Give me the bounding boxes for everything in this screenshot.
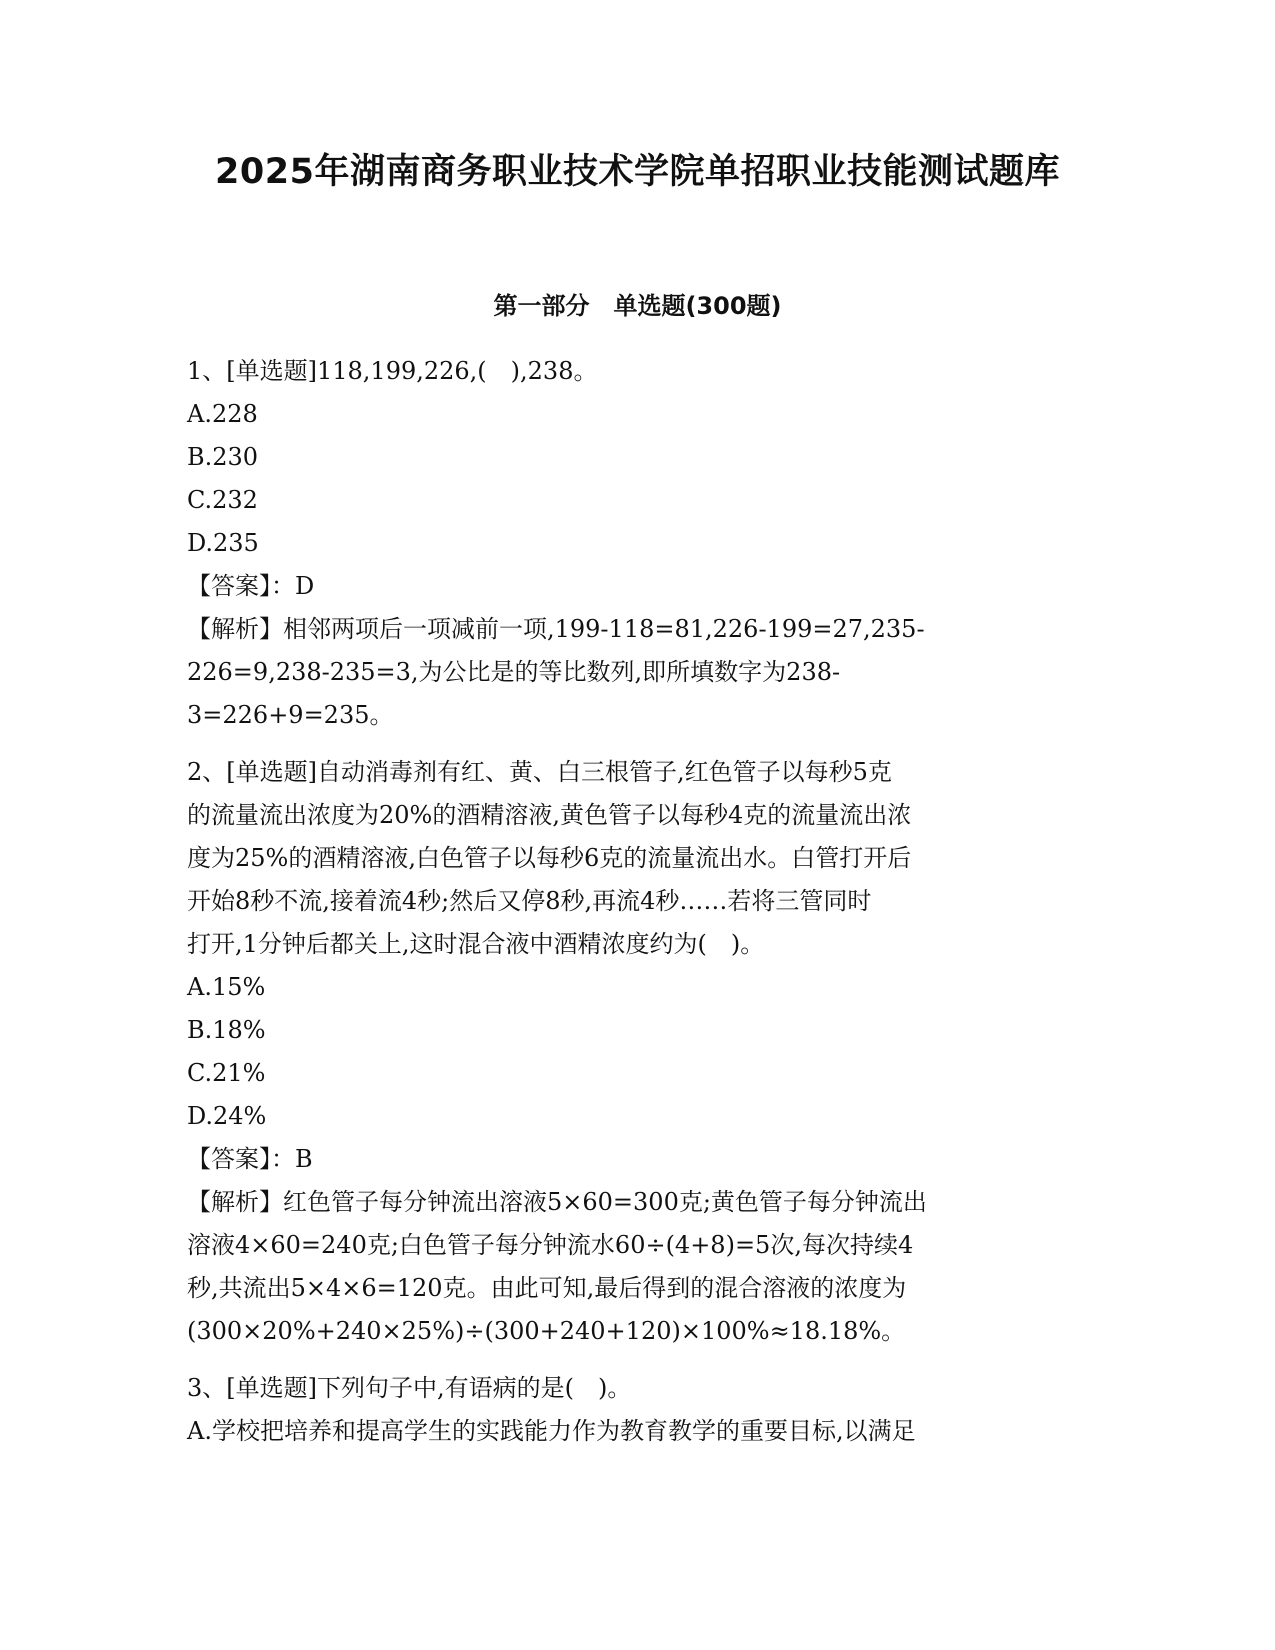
answer-line: 【答案】：B (187, 1145, 313, 1173)
question-3 (187, 1367, 1087, 1453)
analysis-line: 【解析】相邻两项后一项减前一项,199-118=81,226-199=27,235- (187, 615, 925, 643)
analysis-line: 溶液4×60=240克;白色管子每分钟流水60÷(4+8)=5次,每次持续4 (187, 1231, 914, 1259)
question-stem: 打开,1分钟后都关上,这时混合液中酒精浓度约为( )。 (187, 930, 765, 958)
question-stem: 2、[单选题]自动消毒剂有红、黄、白三根管子,红色管子以每秒5克 (187, 758, 892, 786)
question-option: B.18% (187, 1016, 266, 1044)
question-option: C.21% (187, 1059, 266, 1087)
question-stem: 1、[单选题]118,199,226,( ),238。 (187, 357, 598, 385)
analysis-line: (300×20%+240×25%)÷(300+240+120)×100%≈18.18%。 (187, 1317, 906, 1345)
answer-line: 【答案】：D (187, 572, 315, 600)
analysis-line: 226=9,238-235=3,为公比是的等比数列,即所填数字为238- (187, 658, 841, 686)
analysis-line: 秒,共流出5×4×6=120克。由此可知,最后得到的混合溶液的浓度为 (187, 1274, 907, 1302)
question-stem: 3、[单选题]下列句子中,有语病的是( )。 (187, 1374, 632, 1402)
question-option: C.232 (187, 486, 258, 514)
question-option: A.学校把培养和提高学生的实践能力作为教育教学的重要目标,以满足 (187, 1417, 916, 1445)
question-stem: 的流量流出浓度为20%的酒精溶液,黄色管子以每秒4克的流量流出浓 (187, 801, 912, 829)
questions (187, 350, 1087, 1453)
section-title: 第一部分 单选题(300题) (493, 292, 782, 320)
page-title: 2025年湖南商务职业技术学院单招职业技能测试题库 (215, 152, 1060, 192)
question-option: B.230 (187, 443, 259, 471)
analysis-line: 3=226+9=235。 (187, 701, 394, 729)
question-option: A.15% (187, 973, 266, 1001)
question-list (187, 350, 1087, 1453)
analysis-line: 【解析】红色管子每分钟流出溶液5×60=300克;黄色管子每分钟流出 (187, 1188, 927, 1216)
question-option: D.24% (187, 1102, 267, 1130)
question-stem: 度为25%的酒精溶液,白色管子以每秒6克的流量流出水。白管打开后 (187, 844, 912, 872)
question-1 (187, 350, 1087, 737)
question-stem: 开始8秒不流,接着流4秒;然后又停8秒,再流4秒……若将三管同时 (187, 887, 872, 915)
question-option: D.235 (187, 529, 259, 557)
question-option: A.228 (187, 400, 258, 428)
question-2 (187, 751, 1087, 1353)
